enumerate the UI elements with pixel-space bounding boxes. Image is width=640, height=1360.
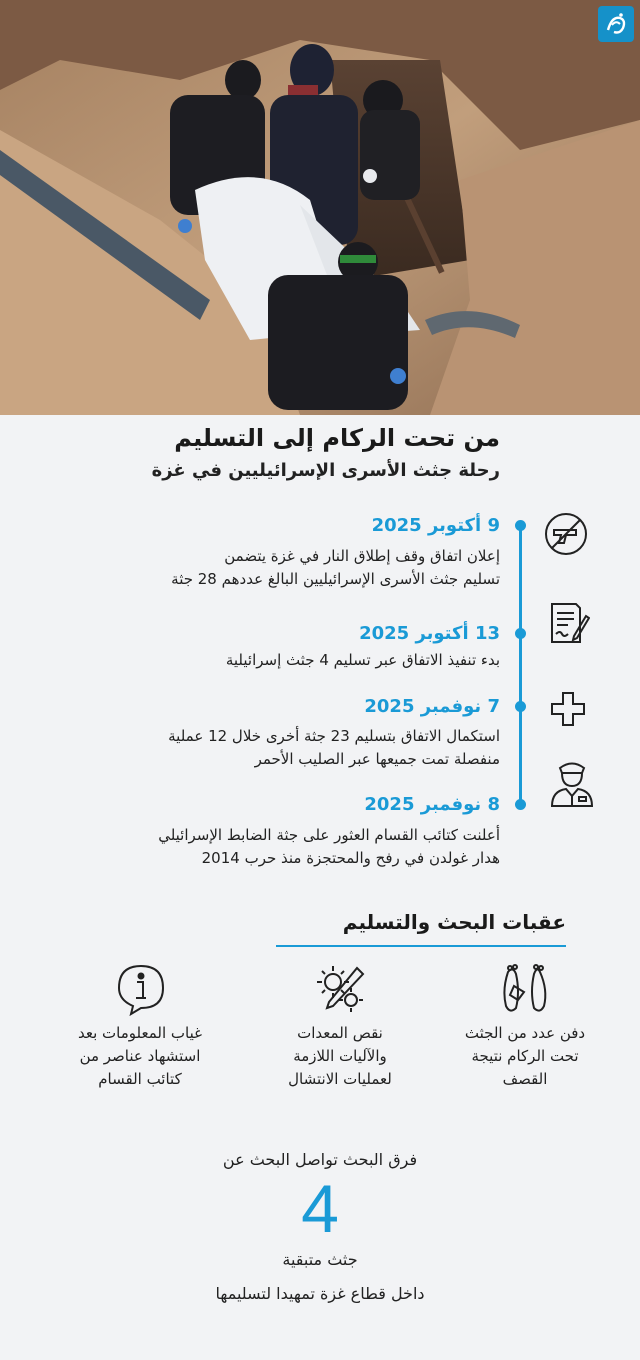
obstacle-text-line: والآليات اللازمة bbox=[293, 1047, 387, 1065]
obstacle-text-line: غياب المعلومات بعد bbox=[78, 1024, 202, 1042]
timeline-text-line: هدار غولدن في رفح والمحتجزة منذ حرب 2014 bbox=[201, 849, 500, 867]
page-subtitle: رحلة جثث الأسرى الإسرائيليين في غزة bbox=[151, 460, 500, 481]
page-title: من تحت الركام إلى التسليم bbox=[174, 424, 500, 452]
timeline-dot bbox=[515, 701, 526, 712]
obstacle-text-line: القصف bbox=[502, 1070, 548, 1088]
timeline-text-line: بدء تنفيذ الاتفاق عبر تسليم 4 جثث إسرائيلية bbox=[225, 651, 500, 669]
aljazeera-logo bbox=[598, 6, 634, 42]
obstacle-text bbox=[55, 1022, 225, 1091]
signed-document-icon bbox=[546, 600, 590, 650]
obstacle-text-line: كتائب القسام bbox=[98, 1070, 182, 1088]
timeline-text bbox=[60, 545, 500, 591]
summary-line-3: داخل قطاع غزة تمهيدا لتسليمها bbox=[215, 1284, 425, 1303]
timeline-date: 7 نوفمبر 2025 bbox=[364, 696, 500, 717]
timeline-text bbox=[60, 824, 500, 870]
summary-line-1: فرق البحث تواصل البحث عن bbox=[222, 1150, 418, 1169]
timeline-dot bbox=[515, 628, 526, 639]
timeline-text-line: إعلان اتفاق وقف إطلاق النار في غزة يتضمن bbox=[224, 547, 500, 565]
timeline-text bbox=[60, 649, 500, 672]
timeline-text bbox=[60, 725, 500, 771]
obstacle-text-line: استشهاد عناصر من bbox=[79, 1047, 201, 1065]
remaining-bodies-count: 4 bbox=[301, 1171, 339, 1247]
obstacle-text bbox=[440, 1022, 610, 1091]
timeline-dot bbox=[515, 520, 526, 531]
timeline-date: 9 أكتوبر 2025 bbox=[371, 515, 500, 536]
obstacle-text-line: دفن عدد من الجثث bbox=[464, 1024, 586, 1042]
obstacle-text bbox=[255, 1022, 425, 1091]
rubble-photo bbox=[0, 0, 640, 415]
cross-icon bbox=[550, 691, 586, 731]
timeline-date: 8 نوفمبر 2025 bbox=[364, 794, 500, 815]
gears-tools-icon bbox=[313, 962, 369, 1022]
timeline-dot bbox=[515, 799, 526, 810]
summary-line-2: جثث متبقية bbox=[282, 1250, 358, 1269]
officer-icon bbox=[548, 758, 596, 812]
feet-tag-icon bbox=[496, 962, 556, 1022]
obstacles-divider bbox=[276, 945, 566, 947]
obstacle-text-line: نقص المعدات bbox=[297, 1024, 383, 1042]
timeline-text-line: استكمال الاتفاق بتسليم 23 جثة أخرى خلال 12 عملية bbox=[168, 727, 500, 745]
timeline-text-line: أعلنت كتائب القسام العثور على جثة الضابط الإسرائيلي bbox=[158, 826, 500, 844]
timeline-text-line: منفصلة تمت جميعها عبر الصليب الأحمر bbox=[254, 750, 500, 768]
no-weapon-icon bbox=[542, 510, 590, 562]
timeline-text-line: تسليم جثث الأسرى الإسرائيليين البالغ عددهم 28 جثة bbox=[171, 570, 500, 588]
info-bubble-icon bbox=[113, 962, 169, 1022]
timeline-line bbox=[519, 524, 522, 806]
timeline-date: 13 أكتوبر 2025 bbox=[359, 623, 500, 644]
obstacles-title: عقبات البحث والتسليم bbox=[342, 910, 566, 934]
obstacle-text-line: تحت الركام نتيجة bbox=[471, 1047, 579, 1065]
obstacle-text-line: لعمليات الانتشال bbox=[288, 1070, 392, 1088]
